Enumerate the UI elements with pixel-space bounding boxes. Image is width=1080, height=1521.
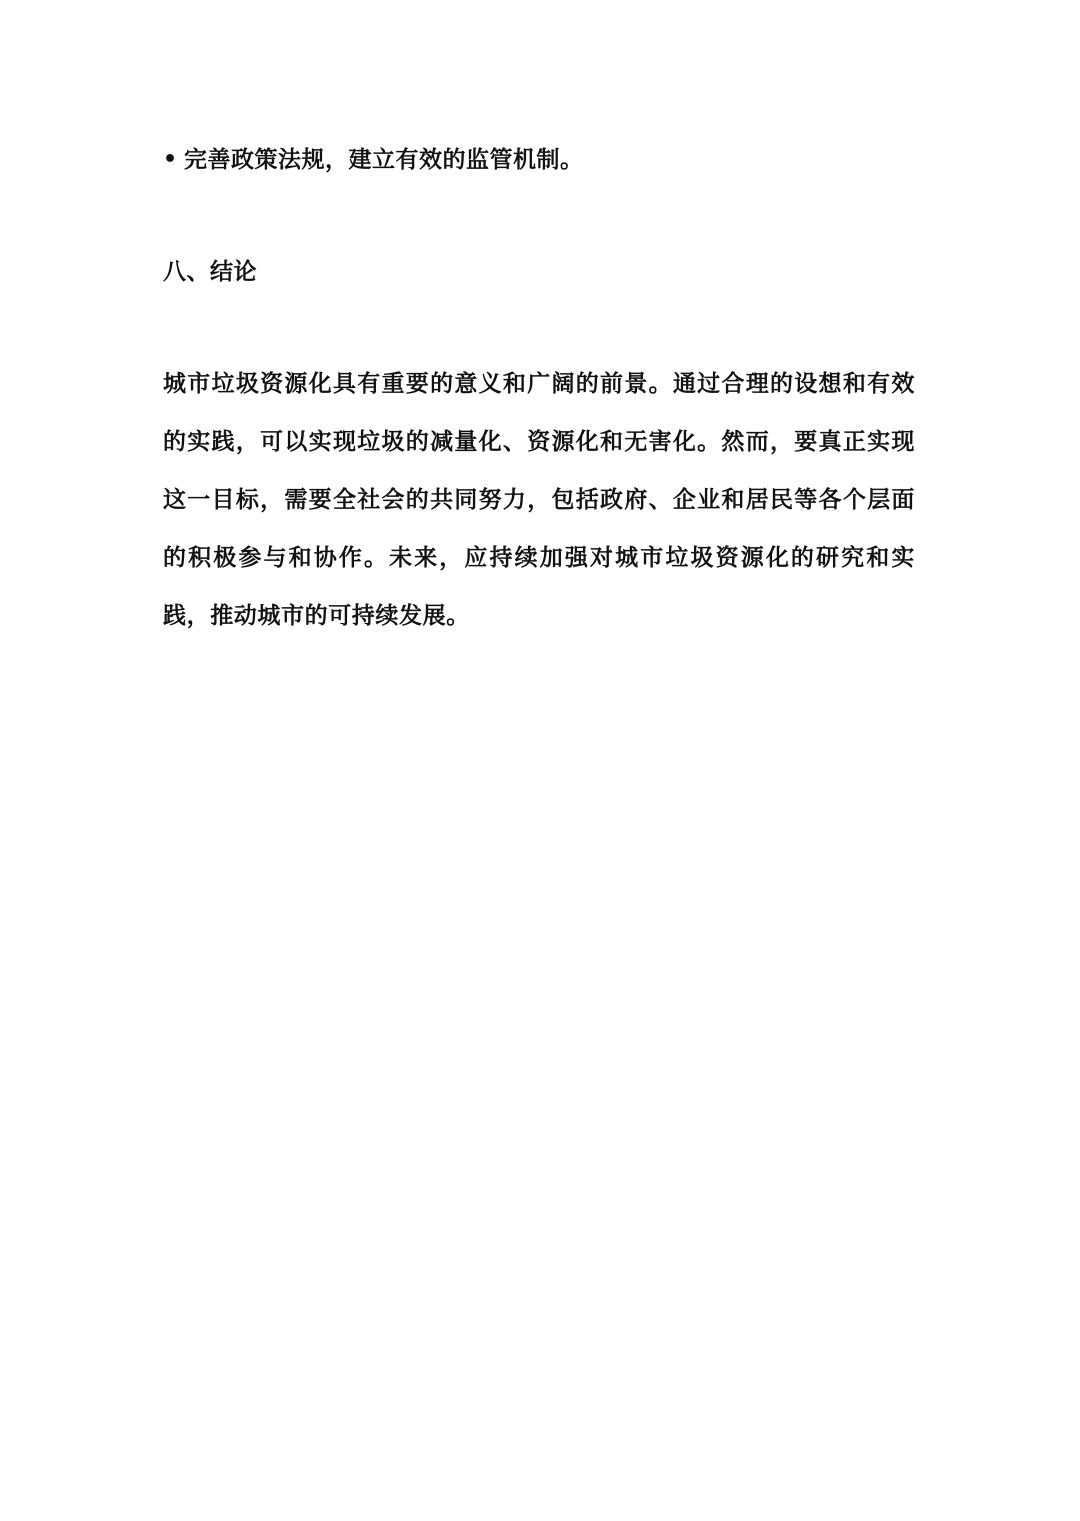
bullet-list <box>163 138 923 182</box>
conclusion-paragraph: 城市垃圾资源化具有重要的意义和广阔的前景。通过合理的设想和有效的实践，可以实现垃圾的减量化、资源化和无害化。然而，要真正实现这一目标，需要全社会的共同努力，包括政府、企业和居民等各个层面的积极参与和协作。未来，应持续加强对城市垃圾资源化的研究和实践，推动城市的可持续发展。 <box>163 371 915 629</box>
section-heading: 八、结论 <box>163 259 257 285</box>
bullet-text: 完善政策法规，建立有效的监管机制。 <box>184 147 584 173</box>
bullet-dot-icon: • <box>163 147 178 172</box>
list-item <box>163 138 923 182</box>
